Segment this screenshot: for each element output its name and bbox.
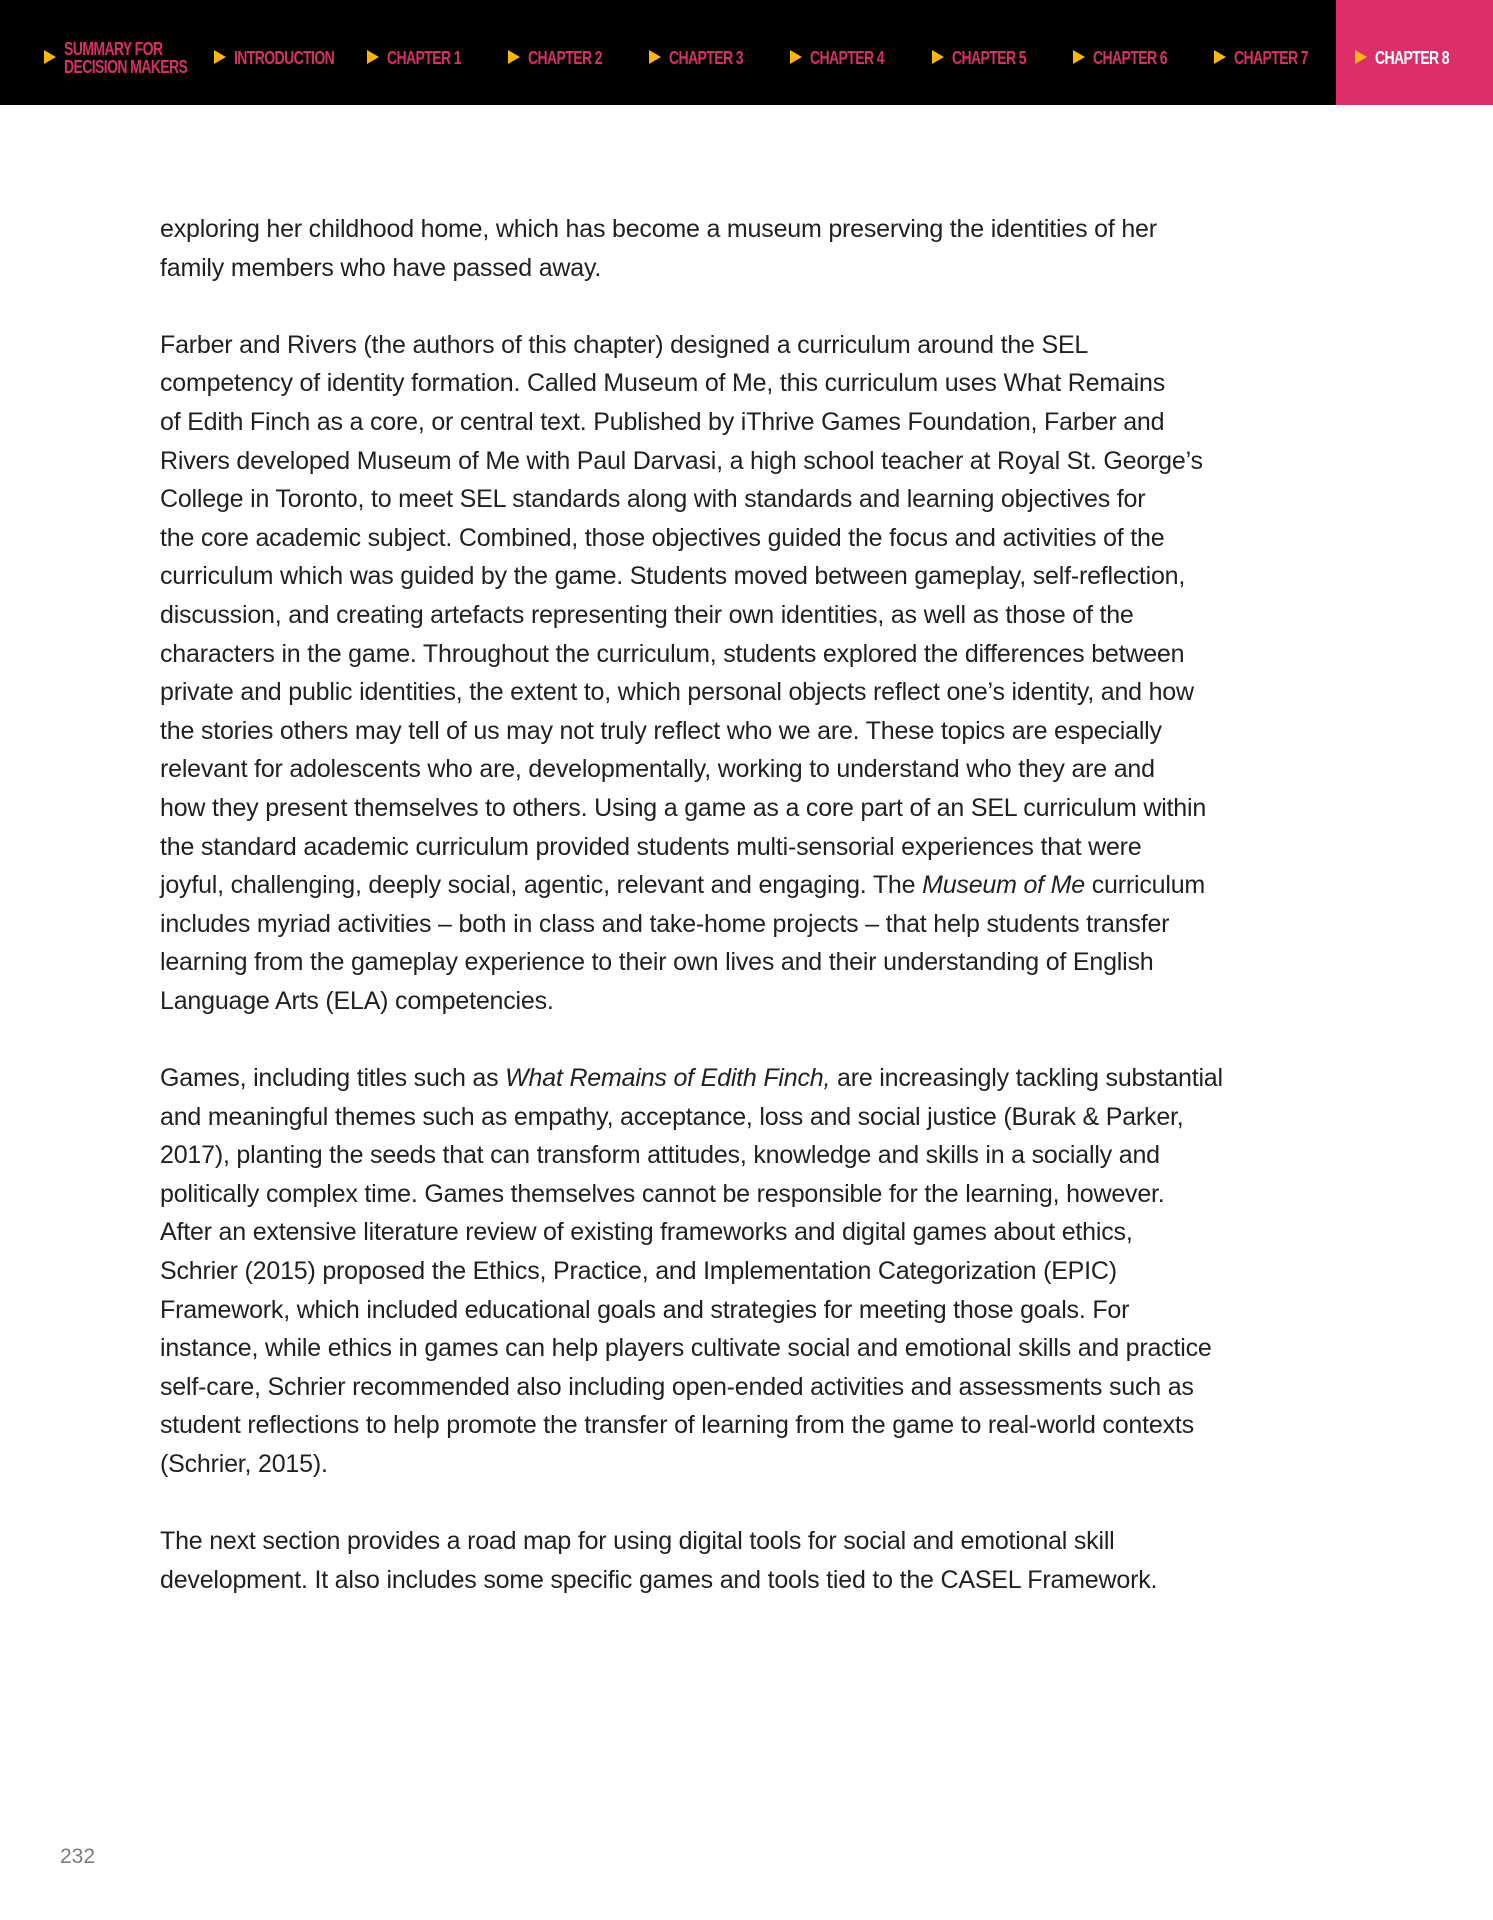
nav-item-label: CHAPTER 8 [1375,47,1449,68]
nav-item-chapter-2[interactable] [508,0,623,105]
text-segment: politically complex time. Games themselves cannot be responsible for the learning, however. [160,1179,1165,1208]
text-line [160,750,1340,789]
text-segment: characters in the game. Throughout the curriculum, students explored the differences between [160,639,1185,668]
nav-item-label: CHAPTER 1 [387,47,461,68]
nav-item-chapter-5[interactable] [932,0,1047,105]
italic-title: What Remains of Edith Finch, [505,1064,831,1093]
paragraph [160,210,1340,287]
nav-item-chapter-3[interactable] [649,0,764,105]
nav-item-label: CHAPTER 7 [1234,47,1308,68]
text-segment: The next section provides a road map for using digital tools for social and emotional skill [160,1527,1115,1556]
text-line [160,480,1340,519]
text-line [160,596,1340,635]
text-segment: competency of identity formation. Called Museum of Me, this curriculum uses What Remains [160,369,1166,398]
text-line [160,1213,1340,1252]
text-line [160,866,1340,905]
nav-item-introduction[interactable] [214,0,362,105]
text-segment: the standard academic curriculum provided students multi-sensorial experiences that were [160,832,1142,861]
text-segment: (Schrier, 2015). [160,1450,328,1478]
text-line [160,442,1340,481]
text-segment: curriculum [1085,871,1206,900]
text-segment: student reflections to help promote the transfer of learning from the game to real-world contexts [160,1411,1194,1440]
body-text [160,210,1340,1638]
text-segment: relevant for adolescents who are, developmentally, working to understand who they are and [160,755,1155,784]
paragraph [160,1522,1340,1599]
nav-item-summary-for-decision-makers[interactable] [44,0,224,105]
page-number: 232 [60,1845,96,1868]
play-arrow-icon [508,50,520,64]
play-arrow-icon [214,50,226,64]
text-segment: 2017), planting the seeds that can transform attitudes, knowledge and skills in a socially and [160,1141,1160,1170]
text-segment: the core academic subject. Combined, those objectives guided the focus and activities of the [160,523,1165,552]
text-segment: curriculum which was guided by the game. Students moved between gameplay, self-reflection, [160,562,1186,591]
text-segment: instance, while ethics in games can help players cultivate social and emotional skills and practice [160,1334,1212,1363]
text-line [160,1252,1340,1291]
nav-item-label: SUMMARY FOR DECISION MAKERS [64,38,188,77]
text-segment: includes myriad activities – both in class and take-home projects – that help students transfer [160,909,1170,938]
nav-item-label: CHAPTER 4 [810,47,884,68]
italic-title: Museum of Me [922,871,1085,900]
text-line [160,1445,1340,1484]
play-arrow-icon [1073,50,1085,64]
text-line [160,364,1340,403]
text-segment: Language Arts (ELA) competencies. [160,986,554,1015]
paragraph [160,1059,1340,1484]
text-segment: are increasingly tackling substantial [830,1064,1223,1093]
text-segment: development. It also includes some specific games and tools tied to the CASEL Framework. [160,1565,1158,1594]
text-segment: the stories others may tell of us may not truly reflect who we are. These topics are especially [160,716,1162,745]
text-segment: how they present themselves to others. Using a game as a core part of an SEL curriculum within [160,793,1207,822]
nav-item-chapter-6[interactable] [1073,0,1188,105]
text-segment: Farber and Rivers (the authors of this chapter) designed a curriculum around the SEL [160,330,1089,359]
text-segment: After an extensive literature review of existing frameworks and digital games about ethics, [160,1218,1133,1247]
text-segment: Games, including titles such as [160,1064,506,1093]
play-arrow-icon [44,50,56,64]
text-segment: College in Toronto, to meet SEL standards along with standards and learning objectives for [160,485,1146,514]
paragraph [160,326,1340,1021]
text-line [160,210,1340,249]
play-arrow-icon [1355,50,1367,64]
text-line [160,249,1340,288]
nav-item-label: CHAPTER 5 [952,47,1026,68]
text-line [160,1136,1340,1175]
nav-item-label: CHAPTER 3 [669,47,743,68]
text-line [160,635,1340,674]
play-arrow-icon [790,50,802,64]
text-line [160,1175,1340,1214]
text-line [160,905,1340,944]
text-segment: and meaningful themes such as empathy, acceptance, loss and social justice (Burak & Parker, [160,1102,1184,1131]
text-line [160,1098,1340,1137]
text-line [160,1406,1340,1445]
play-arrow-icon [649,50,661,64]
text-segment: learning from the gameplay experience to their own lives and their understanding of English [160,948,1154,977]
text-line [160,1059,1340,1098]
nav-item-chapter-4[interactable] [790,0,905,105]
text-segment: Rivers developed Museum of Me with Paul Darvasi, a high school teacher at Royal St. George’s [160,446,1203,475]
text-line [160,673,1340,712]
text-line [160,403,1340,442]
text-segment: private and public identities, the extent to, which personal objects reflect one’s identity, and how [160,678,1194,707]
nav-item-label: CHAPTER 2 [528,47,602,68]
nav-item-chapter-1[interactable] [367,0,482,105]
text-line [160,519,1340,558]
text-line [160,828,1340,867]
text-line [160,789,1340,828]
play-arrow-icon [367,50,379,64]
text-segment: exploring her childhood home, which has become a museum preserving the identities of her [160,215,1157,243]
text-line [160,712,1340,751]
text-line [160,1291,1340,1330]
chapter-navigation-bar [0,0,1493,105]
text-line [160,326,1340,365]
text-segment: Schrier (2015) proposed the Ethics, Practice, and Implementation Categorization (EPIC) [160,1257,1117,1286]
text-line [160,1329,1340,1368]
text-line [160,1561,1340,1600]
nav-item-label: INTRODUCTION [234,47,335,68]
play-arrow-icon [1214,50,1226,64]
text-segment: Framework, which included educational goals and strategies for meeting those goals. For [160,1295,1130,1324]
text-line [160,1368,1340,1407]
text-segment: joyful, challenging, deeply social, agentic, relevant and engaging. The [160,871,923,900]
text-line [160,557,1340,596]
play-arrow-icon [932,50,944,64]
nav-item-label: CHAPTER 6 [1093,47,1167,68]
text-line [160,1522,1340,1561]
text-segment: discussion, and creating artefacts representing their own identities, as well as those of the [160,600,1134,629]
text-segment: self-care, Schrier recommended also including open-ended activities and assessments such as [160,1372,1194,1401]
text-line [160,943,1340,982]
nav-item-chapter-7[interactable] [1214,0,1329,105]
text-segment: family members who have passed away. [160,253,602,282]
nav-item-chapter-8[interactable] [1336,0,1493,105]
text-line [160,982,1340,1021]
text-segment: of Edith Finch as a core, or central text. Published by iThrive Games Foundation, Farber and [160,407,1165,436]
